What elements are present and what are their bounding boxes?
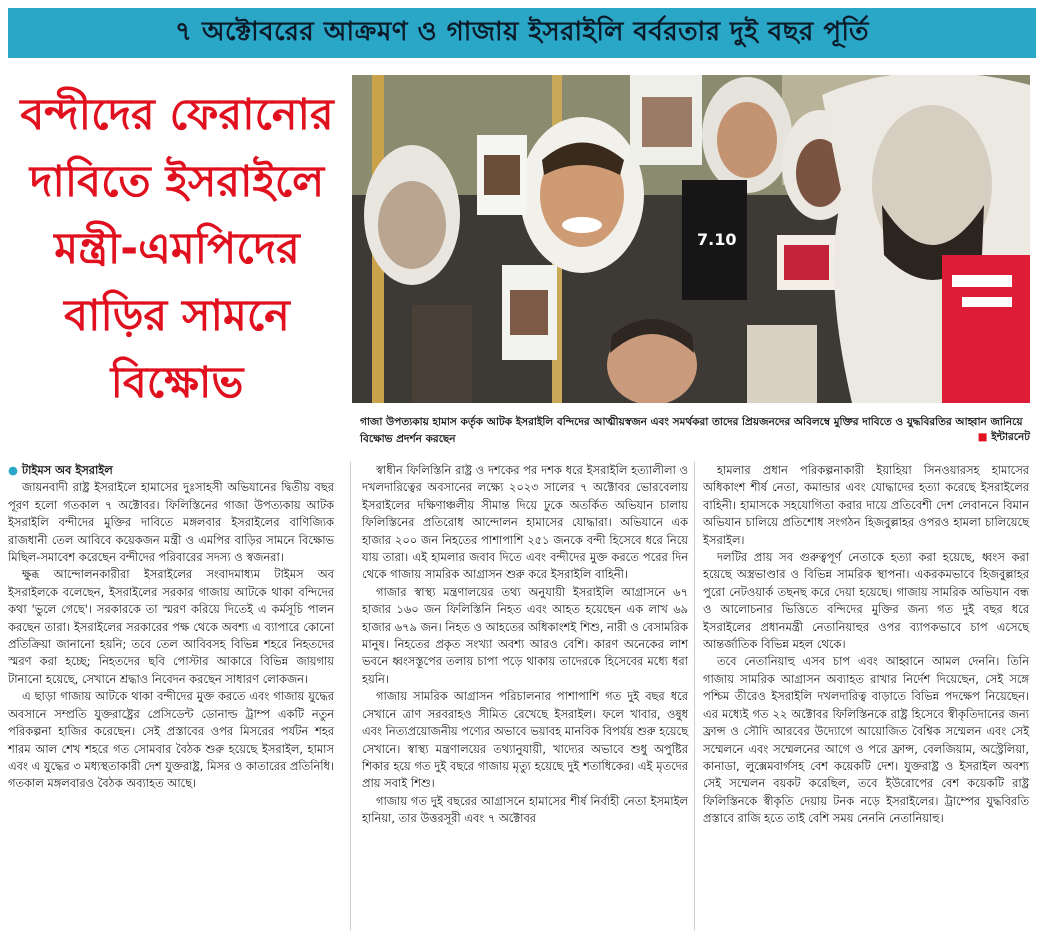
article-headline: বন্দীদের ফেরানোর দাবিতে ইসরাইলে মন্ত্রী-এমপিদের বাড়ির সামনে বিক্ষোভ <box>20 90 334 408</box>
bullet-icon: ● <box>8 463 22 477</box>
paragraph: গাজায় গত দুই বছরের আগ্রাসনে হামাসের শীর্ষ নির্বাহী নেতা ইসমাইল হানিয়া, তার উত্তরসূরী এবং ৭ অক্টোবর <box>362 793 688 826</box>
byline-text: টাইমস অব ইসরাইল <box>21 463 113 477</box>
article-column-1 <box>8 462 334 793</box>
paragraph: দলটির প্রায় সব গুরুত্বপূর্ণ নেতাকে হত্যা করা হয়েছে, ধ্বংস করা হয়েছে অস্ত্রভাণ্ডার ও বিভিন্ন সামরিক স্থাপনা। একরকমভাবে হিজবুল্লাহর পুরো নেটওয়ার্ক তছনছ করে দেয়া হয়েছে। গাজায় সামরিক অভিযান বন্ধ ও আলোচনার ভিত্তিতে বন্দিদের মুক্তির জন্য গত দুই বছর ধরে ইসরাইলের প্রধানমন্ত্রী নেতানিয়াহুর ওপর ব্যাপকভাবে চাপ এসেছে আন্তর্জাতিক বিভিন্ন মহল থেকে। <box>703 550 1029 652</box>
paragraph: জায়নবাদী রাষ্ট্র ইসরাইলে হামাসের দুঃসাহসী অভিযানের দ্বিতীয় বছর পূরণ হলো গতকাল ৭ অক্টোবর। ফিলিস্তিনের গাজা উপত্যকায় আটক ইসরাইলি বন্দীদের মুক্তির দাবিতে মঙ্গলবার ইসরাইলের বাণিজ্যিক রাজধানী তেল আবিবে কয়েকজন মন্ত্রী ও এমপির বাড়ির সামনে বিক্ষোভ মিছিল-সমাবেশ করেছেন বন্দীদের পরিবারের সদস্য ও স্বজনরা। <box>8 480 334 565</box>
photo-credit-label: ইন্টারনেট <box>991 431 1030 443</box>
byline <box>8 462 334 479</box>
protest-photo-illustration <box>352 75 1030 403</box>
paragraph: গাজার স্বাস্থ্য মন্ত্রণালয়ের তথ্য অনুযায়ী ইসরাইলি আগ্রাসনে ৬৭ হাজার ১৬০ জন ফিলিস্তিনি নিহত এবং আহত হয়েছেন এক লাখ ৬৯ হাজার ৬৭৯ জন। নিহত ও আহতের অধিকাংশই শিশু, নারী ও বেসামরিক মানুষ। নিহতের প্রকৃত সংখ্যা অবশ্য আরও বেশি। কারণ অনেকের লাশ ভবনে ধ্বংসস্তূপের তলায় চাপা পড়ে থাকায় তাদেরকে হিসেবের মধ্যে ধরা হয়নি। <box>362 584 688 686</box>
paragraph: গাজায় সামরিক আগ্রাসন পরিচালনার পাশাপাশি গত দুই বছর ধরে সেখানে ত্রাণ সরবরাহও সীমিত রেখেছে ইসরাইল। ফলে খাবার, ওষুধ এবং নিত্যপ্রয়োজনীয় পণ্যের অভাবে ভয়াবহ মানবিক বিপর্যয় শুরু হয়েছে সেখানে। স্বাস্থ্য মন্ত্রণালয়ের তথ্যানুযায়ী, খাদ্যের অভাবে শুধু অপুষ্টির শিকার হয়ে গত দুই বছরে গাজায় মৃত্যু হয়েছে দুই শতাধিকের। এই মৃতদের প্রায় সবাই শিশু। <box>362 689 688 791</box>
article-column-2 <box>362 462 688 828</box>
credit-square-icon: ■ <box>977 431 988 443</box>
protest-photo <box>352 75 1030 403</box>
paragraph: স্বাধীন ফিলিস্তিনি রাষ্ট্র ও দশকের পর দশক ধরে ইসরাইলি হত্যালীলা ও দখলদারিত্বের অবসানের লক্ষ্যে ২০২৩ সালের ৭ অক্টোবর ভোরবেলায় ইসরাইলের দক্ষিণাঞ্চলীয় সীমান্ত দিয়ে ঢুকে অতর্কিত অভিযান চালায় ফিলিস্তিনের প্রতিরোধ আন্দোলন হামাসের যোদ্ধারা। অভিযানে এক হাজার ২০০ জন নিহতের পাশাপাশি ২৫১ জনকে বন্দী হিসেবে ধরে নিয়ে যায় তারা। এই হামলার জবাব দিতে এবং বন্দীদের মুক্ত করতে পরের দিন থেকে গাজায় সামরিক আগ্রাসন শুরু করে ইসরাইলি বাহিনী। <box>362 463 688 582</box>
paragraph: তবে নেতানিয়াহু এসব চাপ এবং আহ্বানে আমল দেননি। তিনি গাজায় সামরিক আগ্রাসন অব্যাহত রাখার নির্দেশ দিয়েছেন, সেই সঙ্গে পশ্চিম তীরেও ইসরাইলি দখলদারিত্ব বাড়াতে বিভিন্ন পদক্ষেপ নিয়েছেন। এর মধ্যেই গত ২২ অক্টোবর ফিলিস্তিনকে রাষ্ট্র হিসেবে স্বীকৃতিদানের জন্য ফ্রান্স ও সৌদি আরবের উদ্যোগে আয়োজিত বৈশ্বিক সম্মেলন এবং সেই সম্মেলনে এবং সম্মেলনের আগে ও পরে ফ্রান্স, বেলজিয়াম, অস্ট্রেলিয়া, কানাডা, লুক্সেমবার্গসহ বেশ কয়েকটি দেশ। যুক্তরাষ্ট্র ও ইসরাইল অবশ্য সেই সম্মেলন বয়কট করেছিল, তবে ইউরোপের বেশ কয়েকটি রাষ্ট্র ফিলিস্তিনকে স্বীকৃতি দেয়ায় টনক নড়ে ইসরাইলের। ট্রাম্পের যুদ্ধবিরতি প্রস্তাবে রাজি হতে তাই বেশি সময় নেননি নেতানিয়াহু। <box>703 654 1029 826</box>
photo-caption: গাজা উপত্যকায় হামাস কর্তৃক আটক ইসরাইলি বন্দিদের আত্মীয়স্বজন এবং সমর্থকরা তাদের প্রিয়জনদের অবিলম্বে মুক্তির দাবিতে ও যুদ্ধবিরতির আহ্বান জানিয়ে বিক্ষোভ প্রদর্শন করছেন <box>360 416 1023 445</box>
photo-credit <box>978 430 1030 447</box>
article-column-3 <box>703 462 1029 828</box>
section-banner <box>8 8 1036 58</box>
paragraph: ক্ষুব্ধ আন্দোলনকারীরা ইসরাইলের সংবাদমাধ্যম টাইমস অব ইসরাইলকে বলেছেন, ইসরাইলের সরকার গাজায় আটকে থাকা বন্দিদের কথা 'ভুলে গেছে'। সরকারকে তা স্মরণ করিয়ে দিতেই এ কর্মসূচি পালন করছেন তারা। ইসরাইলের সরকারের পক্ষ থেকে অবশ্য এ ব্যাপারে কোনো প্রতিক্রিয়া জানানো হয়নি; তবে তেল আবিবসহ বিভিন্ন শহরে নিহতদের স্মরণ করা হচ্ছে; নিহতদের ছবি পোস্টার আকারে বিভিন্ন জায়গায় টানানো হয়েছে, সেখানে শ্রদ্ধাও নিবেদন করছেন সাধারণ লোকজন। <box>8 567 334 686</box>
paragraph: হামলার প্রধান পরিকল্পনাকারী ইয়াহিয়া সিনওয়ারসহ হামাসের অধিকাংশ শীর্ষ নেতা, কমান্ডার এবং যোদ্ধাদের হত্যা করেছে ইসরাইলের বাহিনী। হামাসকে সহযোগিতা করার দায়ে প্রতিবেশী দেশ লেবাননে বিমান অভিযান চালিয়ে প্রতিশোধ সংগঠন হিজবুল্লাহর ওপরও হামলা চালিয়েছে ইসরাইল। <box>703 463 1029 547</box>
column-divider <box>350 462 351 930</box>
column-divider <box>694 462 695 930</box>
sign-text: 7.10 <box>697 230 737 249</box>
banner-title: ৭ অক্টোবরের আক্রমণ ও গাজায় ইসরাইলি বর্বরতার দুই বছর পূর্তি <box>175 17 869 47</box>
paragraph: এ ছাড়া গাজায় আটকে থাকা বন্দীদের মুক্ত করতে এবং গাজায় যুদ্ধের অবসানে সম্প্রতি যুক্তরাষ্ট্রের প্রেসিডেন্ট ডোনাল্ড ট্রাম্প একটি নতুন পরিকল্পনা হাজির করেছেন। সেই প্রস্তাবের ওপর মিসরের পর্যটন শহর শারম আল শেখ শহরে গত সোমবার বৈঠক শুরু হয়েছে ইসরাইল, হামাস এবং এ যুদ্ধের ৩ মধ্যস্থতাকারী দেশ যুক্তরাষ্ট্র, মিসর ও কাতারের প্রতিনিধি। গতকাল মঙ্গলবারও বৈঠক অব্যাহত আছে। <box>8 689 334 791</box>
